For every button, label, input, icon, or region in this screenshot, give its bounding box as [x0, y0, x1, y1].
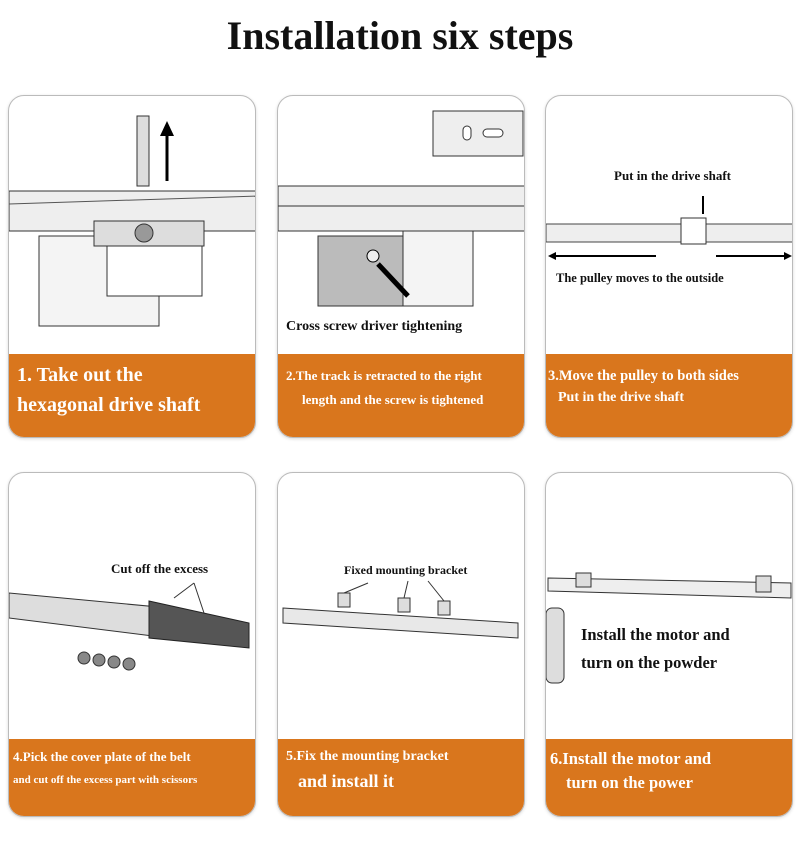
step-1-card: [8, 95, 256, 438]
hexagonal-shaft: [137, 116, 149, 186]
step-6-illustration: [546, 473, 792, 741]
track-drive-shaft-drawing: [9, 96, 256, 356]
step-1-caption: 1. Take out the hexagonal drive shaft: [9, 354, 255, 437]
track-screw-drawing: [278, 96, 525, 356]
step-5-illustration: [278, 473, 524, 741]
step-3-label-pulley: The pulley moves to the outside: [556, 271, 724, 285]
step-4-label: Cut off the excess: [111, 561, 209, 576]
step-6-label-1: Install the motor and: [581, 625, 730, 644]
step-1-illustration: [9, 96, 255, 356]
step-6-card: [545, 472, 793, 817]
track-cut-drawing: [9, 473, 256, 741]
step-4-illustration: [9, 473, 255, 741]
step-2-card: [277, 95, 525, 438]
track-bracket-drawing: [278, 473, 525, 741]
step-5-caption: 5.Fix the mounting bracket and install it: [278, 739, 524, 816]
step-5-card: [277, 472, 525, 817]
step-3-caption: 3.Move the pulley to both sides Put in the drive shaft: [546, 354, 792, 437]
step-4-card: [8, 472, 256, 817]
step-3-illustration: [546, 96, 792, 356]
motor-icon: [546, 608, 564, 683]
step-5-label: Fixed mounting bracket: [344, 563, 468, 577]
step-6-label-2: turn on the powder: [581, 653, 718, 672]
track-motor-drawing: [546, 473, 793, 741]
step-2-illustration: [278, 96, 524, 356]
step-3-card: [545, 95, 793, 438]
step-3-label-shaft: Put in the drive shaft: [614, 168, 731, 183]
step-2-caption: 2.The track is retracted to the right length and the screw is tightened: [278, 354, 524, 437]
page-title: Installation six steps: [226, 13, 574, 58]
step-2-label: Cross screw driver tightening: [286, 319, 463, 334]
step-4-caption: 4.Pick the cover plate of the belt and cut off the excess part with scissors: [9, 739, 255, 816]
step-6-caption: 6.Install the motor and turn on the power: [546, 739, 792, 816]
track-pulley-drawing: [546, 96, 793, 356]
